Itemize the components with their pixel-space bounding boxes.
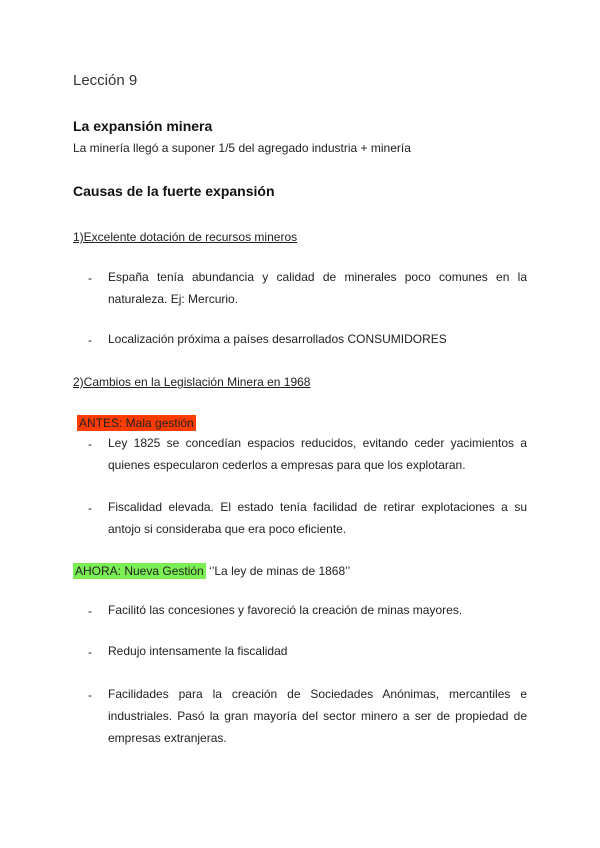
list-item: Localización próxima a países desarrollados CONSUMIDORES [108, 332, 447, 346]
list-item: Facilidades para la creación de Sociedades Anónimas, mercantiles e industriales. Pasó la gran mayoría del sector minero a ser de propiedad de empresas extranjeras. [108, 687, 527, 745]
bullet-marker: - [88, 333, 92, 347]
now-label: AHORA: Nueva Gestión [75, 564, 204, 578]
list-item: España tenía abundancia y calidad de minerales poco comunes en la naturaleza. Ej: Mercurio. [108, 270, 527, 306]
section2-heading: 2)Cambios en la Legislación Minera en 1968 [73, 375, 311, 389]
bullet-marker: - [88, 437, 92, 451]
now-heading-line [73, 562, 350, 580]
list-item: Ley 1825 se concedían espacios reducidos, evitando ceder yacimientos a quienes especularon cederlos a empresas para que los explotaran. [108, 436, 527, 472]
bullet-marker: - [88, 604, 92, 618]
law-title: ‘’La ley de minas de 1868’’ [205, 564, 351, 578]
bullet-marker: - [88, 271, 92, 285]
page-subtitle: La minería llegó a suponer 1/5 del agregado industria + minería [73, 141, 411, 155]
causes-heading: Causas de la fuerte expansión [73, 183, 275, 199]
bullet-marker: - [88, 688, 92, 702]
list-item: Redujo intensamente la fiscalidad [108, 644, 288, 658]
list-item: Fiscalidad elevada. El estado tenía facilidad de retirar explotaciones a su antojo si consideraba que era poco eficiente. [108, 500, 527, 536]
bullet-marker: - [88, 501, 92, 515]
list-item: Facilitó las concesiones y favoreció la creación de minas mayores. [108, 603, 463, 617]
bullet-marker: - [88, 645, 92, 659]
lesson-number: Lección 9 [73, 72, 138, 89]
page-title: La expansión minera [73, 118, 213, 134]
section1-heading: 1)Excelente dotación de recursos mineros [73, 230, 298, 244]
before-label: ANTES: Mala gestión [79, 416, 194, 430]
